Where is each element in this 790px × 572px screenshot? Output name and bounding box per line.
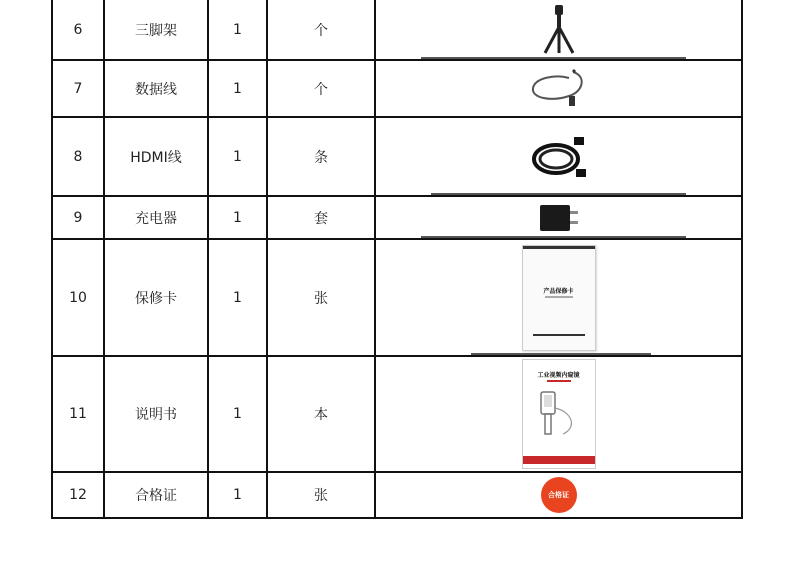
item-number: 11 — [52, 356, 104, 472]
item-unit: 本 — [267, 356, 375, 472]
certificate-label: 合格证 — [548, 491, 569, 499]
data-cable-image — [375, 60, 742, 117]
item-name: 数据线 — [104, 60, 208, 117]
item-quantity: 1 — [208, 356, 267, 472]
warranty-card-image — [375, 239, 742, 356]
table-row — [52, 60, 742, 117]
item-number: 8 — [52, 117, 104, 196]
item-name: 充电器 — [104, 196, 208, 239]
item-unit: 张 — [267, 239, 375, 356]
tripod-image — [375, 0, 742, 60]
item-quantity: 1 — [208, 239, 267, 356]
warranty-card-title: 产品保修卡 — [543, 287, 574, 295]
tripod-icon — [539, 3, 579, 57]
item-number: 7 — [52, 60, 104, 117]
item-quantity: 1 — [208, 196, 267, 239]
item-unit: 张 — [267, 472, 375, 518]
item-unit: 个 — [267, 60, 375, 117]
endoscope-icon — [533, 388, 583, 448]
table-row — [52, 0, 742, 60]
item-quantity: 1 — [208, 117, 267, 196]
manual-title: 工业视频内窥镜 — [537, 372, 580, 379]
hdmi-cable-image — [375, 117, 742, 196]
charger-icon — [536, 201, 582, 235]
item-name: HDMI线 — [104, 117, 208, 196]
manual-thumbnail — [522, 359, 596, 469]
parts-list-table — [51, 0, 743, 519]
manual-image — [375, 356, 742, 472]
item-unit: 条 — [267, 117, 375, 196]
item-name: 说明书 — [104, 356, 208, 472]
item-unit: 个 — [267, 0, 375, 60]
item-quantity: 1 — [208, 60, 267, 117]
item-name: 三脚架 — [104, 0, 208, 60]
table-row — [52, 356, 742, 472]
item-number: 6 — [52, 0, 104, 60]
hdmi-cable-icon — [528, 131, 590, 183]
warranty-card-thumbnail — [522, 245, 596, 351]
item-number: 12 — [52, 472, 104, 518]
certificate-image — [375, 472, 742, 518]
table-row — [52, 117, 742, 196]
charger-image — [375, 196, 742, 239]
item-name: 合格证 — [104, 472, 208, 518]
item-unit: 套 — [267, 196, 375, 239]
table-row — [52, 239, 742, 356]
item-quantity: 1 — [208, 0, 267, 60]
item-number: 9 — [52, 196, 104, 239]
item-name: 保修卡 — [104, 239, 208, 356]
item-quantity: 1 — [208, 472, 267, 518]
usb-cable-icon — [529, 66, 589, 112]
table-row — [52, 196, 742, 239]
item-number: 10 — [52, 239, 104, 356]
certificate-seal — [541, 477, 577, 513]
table-row — [52, 472, 742, 518]
